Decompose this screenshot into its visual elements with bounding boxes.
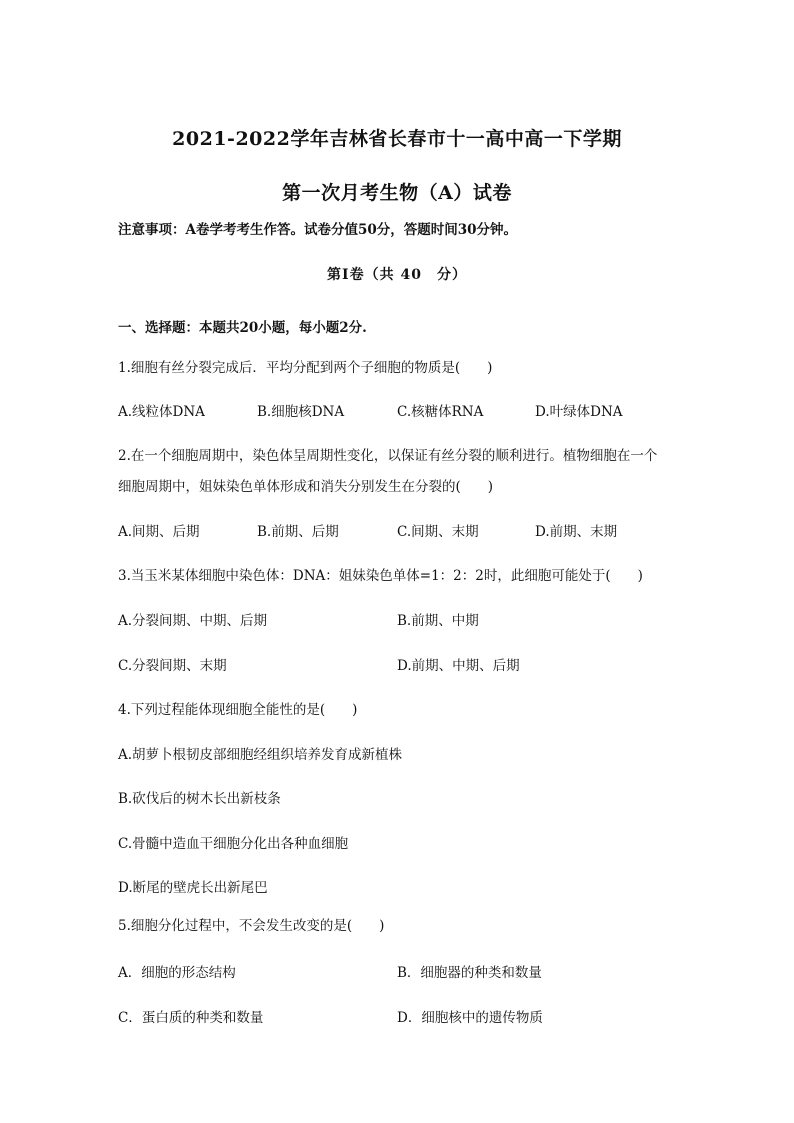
question-1-stem: 1.细胞有丝分裂完成后．平均分配到两个子细胞的物质是( ) xyxy=(118,360,493,376)
question-3-stem: 3.当玉米某体细胞中染色体：DNA：姐妹染色单体=1：2：2时，此细胞可能处于( ) xyxy=(118,568,643,584)
question-5-option-c: C．蛋白质的种类和数量 xyxy=(118,1010,264,1026)
section-heading: 一、选择题：本题共20小题，每小题2分. xyxy=(118,320,367,336)
question-2-option-d: D.前期、末期 xyxy=(535,524,618,540)
question-4-option-c: C.骨髓中造血干细胞分化出各种血细胞 xyxy=(118,836,349,852)
question-4-option-b: B.砍伐后的树木长出新枝条 xyxy=(118,791,281,807)
exam-notice: 注意事项：A卷学考考生作答。试卷分值50分，答题时间30分钟。 xyxy=(118,222,518,238)
question-4-stem: 4.下列过程能体现细胞全能性的是( ) xyxy=(118,702,358,718)
question-4-option-d: D.断尾的壁虎长出新尾巴 xyxy=(118,880,268,896)
question-2-option-a: A.间期、后期 xyxy=(118,524,200,540)
question-2-option-b: B.前期、后期 xyxy=(257,524,339,540)
question-5-stem: 5.细胞分化过程中，不会发生改变的是( ) xyxy=(118,918,385,934)
question-3-option-b: B.前期、中期 xyxy=(397,613,479,629)
exam-title-line1: 2021-2022学年吉林省长春市十一高中高一下学期 xyxy=(172,128,622,150)
part-heading: 第Ⅰ卷（共 40 分） xyxy=(327,267,467,283)
question-1-option-c: C.核糖体RNA xyxy=(397,404,484,420)
question-3-option-a: A.分裂间期、中期、后期 xyxy=(118,613,268,629)
question-3-option-c: C.分裂间期、末期 xyxy=(118,658,227,674)
question-2-stem-line1: 2.在一个细胞周期中，染色体呈周期性变化，以保证有丝分裂的顺利进行。植物细胞在一个 xyxy=(118,448,658,464)
question-4-option-a: A.胡萝卜根韧皮部细胞经组织培养发育成新植株 xyxy=(118,747,403,763)
question-5-option-d: D．细胞核中的遗传物质 xyxy=(397,1010,543,1026)
question-1-option-d: D.叶绿体DNA xyxy=(535,404,623,420)
question-2-option-c: C.间期、末期 xyxy=(397,524,479,540)
question-5-option-a: A．细胞的形态结构 xyxy=(118,965,236,981)
question-1-option-b: B.细胞核DNA xyxy=(257,404,345,420)
question-2-stem-line2: 细胞周期中，姐妹染色单体形成和消失分别发生在分裂的( ) xyxy=(118,479,494,495)
question-1-option-a: A.线粒体DNA xyxy=(118,404,205,420)
question-5-option-b: B．细胞器的种类和数量 xyxy=(397,965,542,981)
exam-title-line2: 第一次月考生物（A）试卷 xyxy=(282,182,512,204)
question-3-option-d: D.前期、中期、后期 xyxy=(397,658,520,674)
